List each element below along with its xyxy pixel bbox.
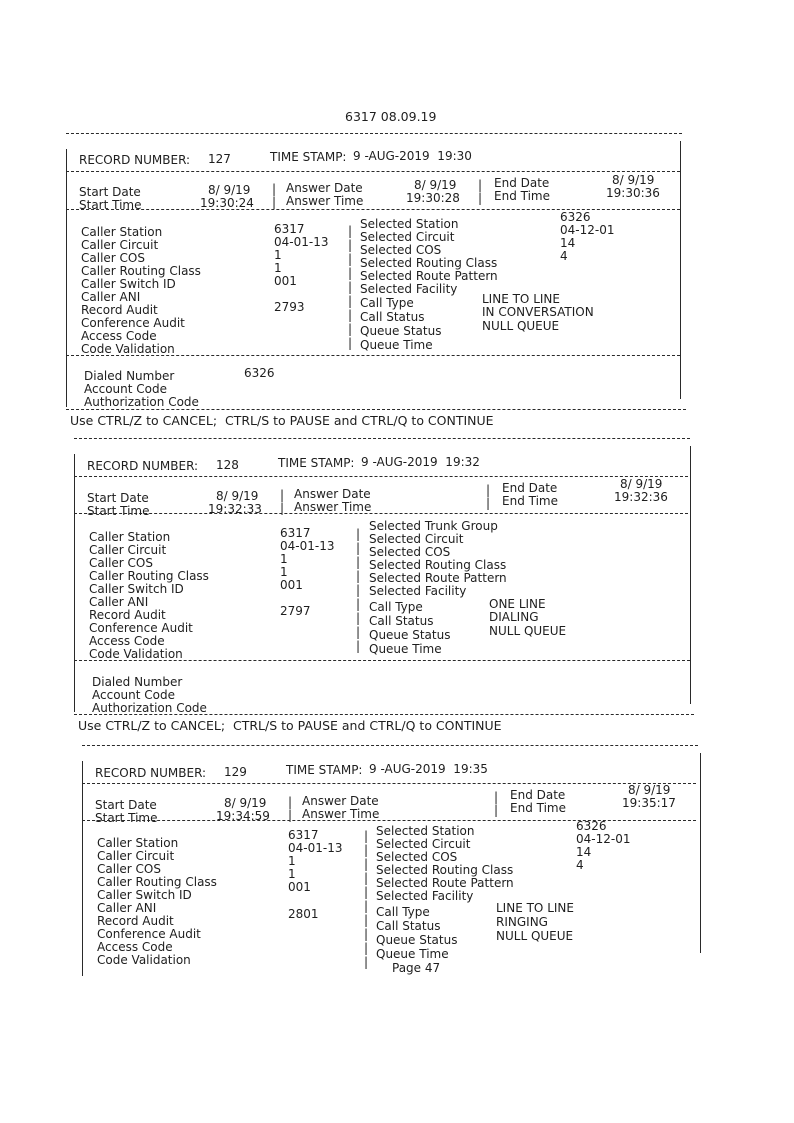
selected-cos-label: Selected COS <box>360 243 442 257</box>
answer-time: 19:30:28 <box>406 191 460 205</box>
column-separator: | <box>364 927 369 941</box>
column-separator: | <box>356 611 361 625</box>
selected-trunk-group-label: Selected Trunk Group <box>369 519 498 533</box>
end-time: 19:32:36 <box>614 490 668 504</box>
column-separator: | <box>364 871 369 885</box>
selected-routing-class-label: Selected Routing Class <box>369 558 507 572</box>
queue-status-value: NULL QUEUE <box>482 319 560 333</box>
caller-switch-id-label: Caller Switch ID <box>81 277 176 291</box>
selected-station-label: Selected Station <box>376 824 475 838</box>
start-date: 8/ 9/19 <box>224 796 267 810</box>
call-record-129 <box>82 745 702 1025</box>
answer-date: 8/ 9/19 <box>414 178 457 192</box>
border-left <box>74 454 75 712</box>
border-right <box>690 446 691 704</box>
column-separator: | <box>356 555 361 569</box>
column-separator: | <box>348 280 353 294</box>
column-separator: | <box>364 885 369 899</box>
caller-station-label: Caller Station <box>81 225 163 239</box>
caller-cos-label: Caller COS <box>89 556 153 570</box>
end-date-label: End Date <box>510 788 566 802</box>
code-validation-label: Code Validation <box>81 342 175 356</box>
conference-audit-label: Conference Audit <box>89 621 193 635</box>
selected-circuit-label: Selected Circuit <box>369 532 464 546</box>
answer-date-label: Answer Date <box>294 487 371 501</box>
caller-station-value: 6317 <box>280 526 311 540</box>
time-stamp: 9 -AUG-2019 19:32 <box>361 455 480 469</box>
divider <box>82 745 698 746</box>
column-separator: | <box>478 178 483 192</box>
time-stamp: 9 -AUG-2019 19:35 <box>369 762 488 776</box>
caller-cos-value: 1 <box>280 552 288 566</box>
border-right <box>680 141 681 399</box>
selected-circuit-value: 04-12-01 <box>576 832 631 846</box>
start-date-label: Start Date <box>79 185 141 199</box>
border-right <box>700 753 701 953</box>
column-separator: | <box>494 790 499 804</box>
selected-route-pattern-label: Selected Route Pattern <box>376 876 514 890</box>
column-separator: | <box>478 191 483 205</box>
border-left <box>82 761 83 976</box>
selected-station-label: Selected Station <box>360 217 459 231</box>
call-type-label: Call Type <box>360 296 414 310</box>
queue-time-label: Queue Time <box>376 947 449 961</box>
caller-circuit-value: 04-01-13 <box>280 539 335 553</box>
caller-switch-id-label: Caller Switch ID <box>97 888 192 902</box>
record-number: 128 <box>216 458 239 472</box>
caller-switch-id-value: 001 <box>274 274 297 288</box>
record-number-label: RECORD NUMBER: <box>79 153 191 167</box>
divider <box>66 133 682 134</box>
call-status-value: RINGING <box>496 915 548 929</box>
caller-ani-label: Caller ANI <box>81 290 141 304</box>
selected-cos-label: Selected COS <box>376 850 458 864</box>
selected-facility-label: Selected Facility <box>360 282 458 296</box>
end-date: 8/ 9/19 <box>612 173 655 187</box>
divider <box>66 409 686 410</box>
column-separator: | <box>288 795 293 809</box>
selected-facility-label: Selected Facility <box>369 584 467 598</box>
caller-switch-id-value: 001 <box>280 578 303 592</box>
record-audit-label: Record Audit <box>81 303 158 317</box>
record-audit-value: 2797 <box>280 604 311 618</box>
start-date: 8/ 9/19 <box>208 183 251 197</box>
caller-ani-label: Caller ANI <box>89 595 149 609</box>
answer-time-label: Answer Time <box>302 807 380 821</box>
column-separator: | <box>364 843 369 857</box>
column-separator: | <box>356 583 361 597</box>
caller-routing-class-label: Caller Routing Class <box>89 569 209 583</box>
call-record-128 <box>74 438 694 718</box>
selected-routing-class-label: Selected Routing Class <box>376 863 514 877</box>
selected-station-value: 6326 <box>576 819 607 833</box>
selected-cos-value: 14 <box>560 236 576 250</box>
end-date: 8/ 9/19 <box>620 477 663 491</box>
caller-switch-id-label: Caller Switch ID <box>89 582 184 596</box>
answer-date-label: Answer Date <box>302 794 379 808</box>
call-type-label: Call Type <box>369 600 423 614</box>
answer-time-label: Answer Time <box>294 500 372 514</box>
caller-routing-class-value: 1 <box>288 867 296 881</box>
start-time: 19:34:59 <box>216 809 270 823</box>
call-status-value: IN CONVERSATION <box>482 305 594 319</box>
column-separator: | <box>364 955 369 969</box>
column-separator: | <box>280 488 285 502</box>
column-separator: | <box>348 224 353 238</box>
control-hint: Use CTRL/Z to CANCEL; CTRL/S to PAUSE and CTRL/Q to CONTINUE <box>70 413 494 428</box>
end-date: 8/ 9/19 <box>628 783 671 797</box>
divider <box>74 438 690 439</box>
time-stamp-label: TIME STAMP: <box>270 150 347 164</box>
column-separator: | <box>486 483 491 497</box>
page-header: 6317 08.09.19 <box>345 109 437 124</box>
end-time: 19:30:36 <box>606 186 660 200</box>
queue-time-label: Queue Time <box>369 642 442 656</box>
start-time-label: Start Time <box>79 198 142 212</box>
selected-routing-class-value: 4 <box>560 249 568 263</box>
selected-circuit-label: Selected Circuit <box>376 837 471 851</box>
divider <box>82 783 696 784</box>
call-type-value: LINE TO LINE <box>496 901 574 915</box>
divider <box>66 171 680 172</box>
answer-time-label: Answer Time <box>286 194 364 208</box>
call-status-label: Call Status <box>360 310 425 324</box>
divider <box>66 355 680 356</box>
start-date: 8/ 9/19 <box>216 489 259 503</box>
call-type-label: Call Type <box>376 905 430 919</box>
divider <box>74 513 688 514</box>
start-time-label: Start Time <box>95 811 158 825</box>
end-time-label: End Time <box>502 494 558 508</box>
control-hint: Use CTRL/Z to CANCEL; CTRL/S to PAUSE and CTRL/Q to CONTINUE <box>78 718 502 733</box>
selected-routing-class-label: Selected Routing Class <box>360 256 498 270</box>
selected-circuit-label: Selected Circuit <box>360 230 455 244</box>
column-separator: | <box>486 496 491 510</box>
column-separator: | <box>348 252 353 266</box>
column-separator: | <box>364 829 369 843</box>
caller-cos-value: 1 <box>274 248 282 262</box>
queue-status-value: NULL QUEUE <box>496 929 574 943</box>
caller-circuit-label: Caller Circuit <box>97 849 175 863</box>
column-separator: | <box>356 541 361 555</box>
divider <box>74 660 690 661</box>
caller-circuit-value: 04-01-13 <box>288 841 343 855</box>
column-separator: | <box>356 639 361 653</box>
column-separator: | <box>272 195 277 209</box>
column-separator: | <box>288 808 293 822</box>
column-separator: | <box>356 597 361 611</box>
record-audit-value: 2793 <box>274 300 305 314</box>
access-code-label: Access Code <box>81 329 157 343</box>
selected-station-value: 6326 <box>560 210 591 224</box>
caller-switch-id-value: 001 <box>288 880 311 894</box>
column-separator: | <box>356 625 361 639</box>
start-date-label: Start Date <box>87 491 149 505</box>
selected-circuit-value: 04-12-01 <box>560 223 615 237</box>
call-status-label: Call Status <box>376 919 441 933</box>
end-time-label: End Time <box>494 189 550 203</box>
column-separator: | <box>348 294 353 308</box>
selected-route-pattern-label: Selected Route Pattern <box>360 269 498 283</box>
queue-status-label: Queue Status <box>360 324 442 338</box>
column-separator: | <box>364 941 369 955</box>
call-type-value: ONE LINE <box>489 597 546 611</box>
call-type-value: LINE TO LINE <box>482 292 560 306</box>
caller-ani-label: Caller ANI <box>97 901 157 915</box>
divider <box>74 476 688 477</box>
caller-station-value: 6317 <box>274 222 305 236</box>
caller-cos-value: 1 <box>288 854 296 868</box>
end-time: 19:35:17 <box>622 796 676 810</box>
time-stamp-label: TIME STAMP: <box>278 456 355 470</box>
caller-routing-class-label: Caller Routing Class <box>81 264 201 278</box>
start-time: 19:30:24 <box>200 196 254 210</box>
time-stamp: 9 -AUG-2019 19:30 <box>353 149 472 163</box>
caller-station-label: Caller Station <box>97 836 179 850</box>
column-separator: | <box>356 569 361 583</box>
column-separator: | <box>364 913 369 927</box>
column-separator: | <box>272 182 277 196</box>
end-date-label: End Date <box>494 176 550 190</box>
column-separator: | <box>494 803 499 817</box>
column-separator: | <box>348 322 353 336</box>
caller-circuit-label: Caller Circuit <box>81 238 159 252</box>
access-code-label: Access Code <box>97 940 173 954</box>
code-validation-label: Code Validation <box>89 647 183 661</box>
time-stamp-label: TIME STAMP: <box>286 763 363 777</box>
divider <box>74 714 694 715</box>
account-code-label: Account Code <box>92 688 175 702</box>
page-number: Page 47 <box>392 961 441 975</box>
conference-audit-label: Conference Audit <box>81 316 185 330</box>
authorization-code-label: Authorization Code <box>92 701 207 715</box>
caller-circuit-value: 04-01-13 <box>274 235 329 249</box>
column-separator: | <box>364 857 369 871</box>
end-time-label: End Time <box>510 801 566 815</box>
column-separator: | <box>348 238 353 252</box>
record-number-label: RECORD NUMBER: <box>95 766 207 780</box>
conference-audit-label: Conference Audit <box>97 927 201 941</box>
record-audit-label: Record Audit <box>89 608 166 622</box>
queue-status-label: Queue Status <box>369 628 451 642</box>
authorization-code-label: Authorization Code <box>84 395 199 409</box>
dialed-number-label: Dialed Number <box>92 675 183 689</box>
selected-cos-label: Selected COS <box>369 545 451 559</box>
caller-cos-label: Caller COS <box>97 862 161 876</box>
record-number: 129 <box>224 765 247 779</box>
queue-status-label: Queue Status <box>376 933 458 947</box>
start-time-label: Start Time <box>87 504 150 518</box>
account-code-label: Account Code <box>84 382 167 396</box>
caller-routing-class-value: 1 <box>280 565 288 579</box>
queue-status-value: NULL QUEUE <box>489 624 567 638</box>
caller-station-value: 6317 <box>288 828 319 842</box>
column-separator: | <box>348 336 353 350</box>
selected-routing-class-value: 4 <box>576 858 584 872</box>
queue-time-label: Queue Time <box>360 338 433 352</box>
record-audit-label: Record Audit <box>97 914 174 928</box>
caller-station-label: Caller Station <box>89 530 171 544</box>
call-status-label: Call Status <box>369 614 434 628</box>
selected-cos-value: 14 <box>576 845 592 859</box>
border-left <box>66 149 67 407</box>
dialed-number-value: 6326 <box>244 366 275 380</box>
column-separator: | <box>364 899 369 913</box>
start-time: 19:32:33 <box>208 502 262 516</box>
record-audit-value: 2801 <box>288 907 319 921</box>
caller-cos-label: Caller COS <box>81 251 145 265</box>
call-record-127 <box>66 133 686 413</box>
selected-facility-label: Selected Facility <box>376 889 474 903</box>
answer-date-label: Answer Date <box>286 181 363 195</box>
caller-routing-class-value: 1 <box>274 261 282 275</box>
caller-routing-class-label: Caller Routing Class <box>97 875 217 889</box>
start-date-label: Start Date <box>95 798 157 812</box>
column-separator: | <box>280 501 285 515</box>
column-separator: | <box>348 308 353 322</box>
record-number-label: RECORD NUMBER: <box>87 459 199 473</box>
record-number: 127 <box>208 152 231 166</box>
selected-route-pattern-label: Selected Route Pattern <box>369 571 507 585</box>
column-separator: | <box>356 527 361 541</box>
code-validation-label: Code Validation <box>97 953 191 967</box>
call-status-value: DIALING <box>489 610 539 624</box>
column-separator: | <box>348 266 353 280</box>
end-date-label: End Date <box>502 481 558 495</box>
access-code-label: Access Code <box>89 634 165 648</box>
dialed-number-label: Dialed Number <box>84 369 175 383</box>
caller-circuit-label: Caller Circuit <box>89 543 167 557</box>
